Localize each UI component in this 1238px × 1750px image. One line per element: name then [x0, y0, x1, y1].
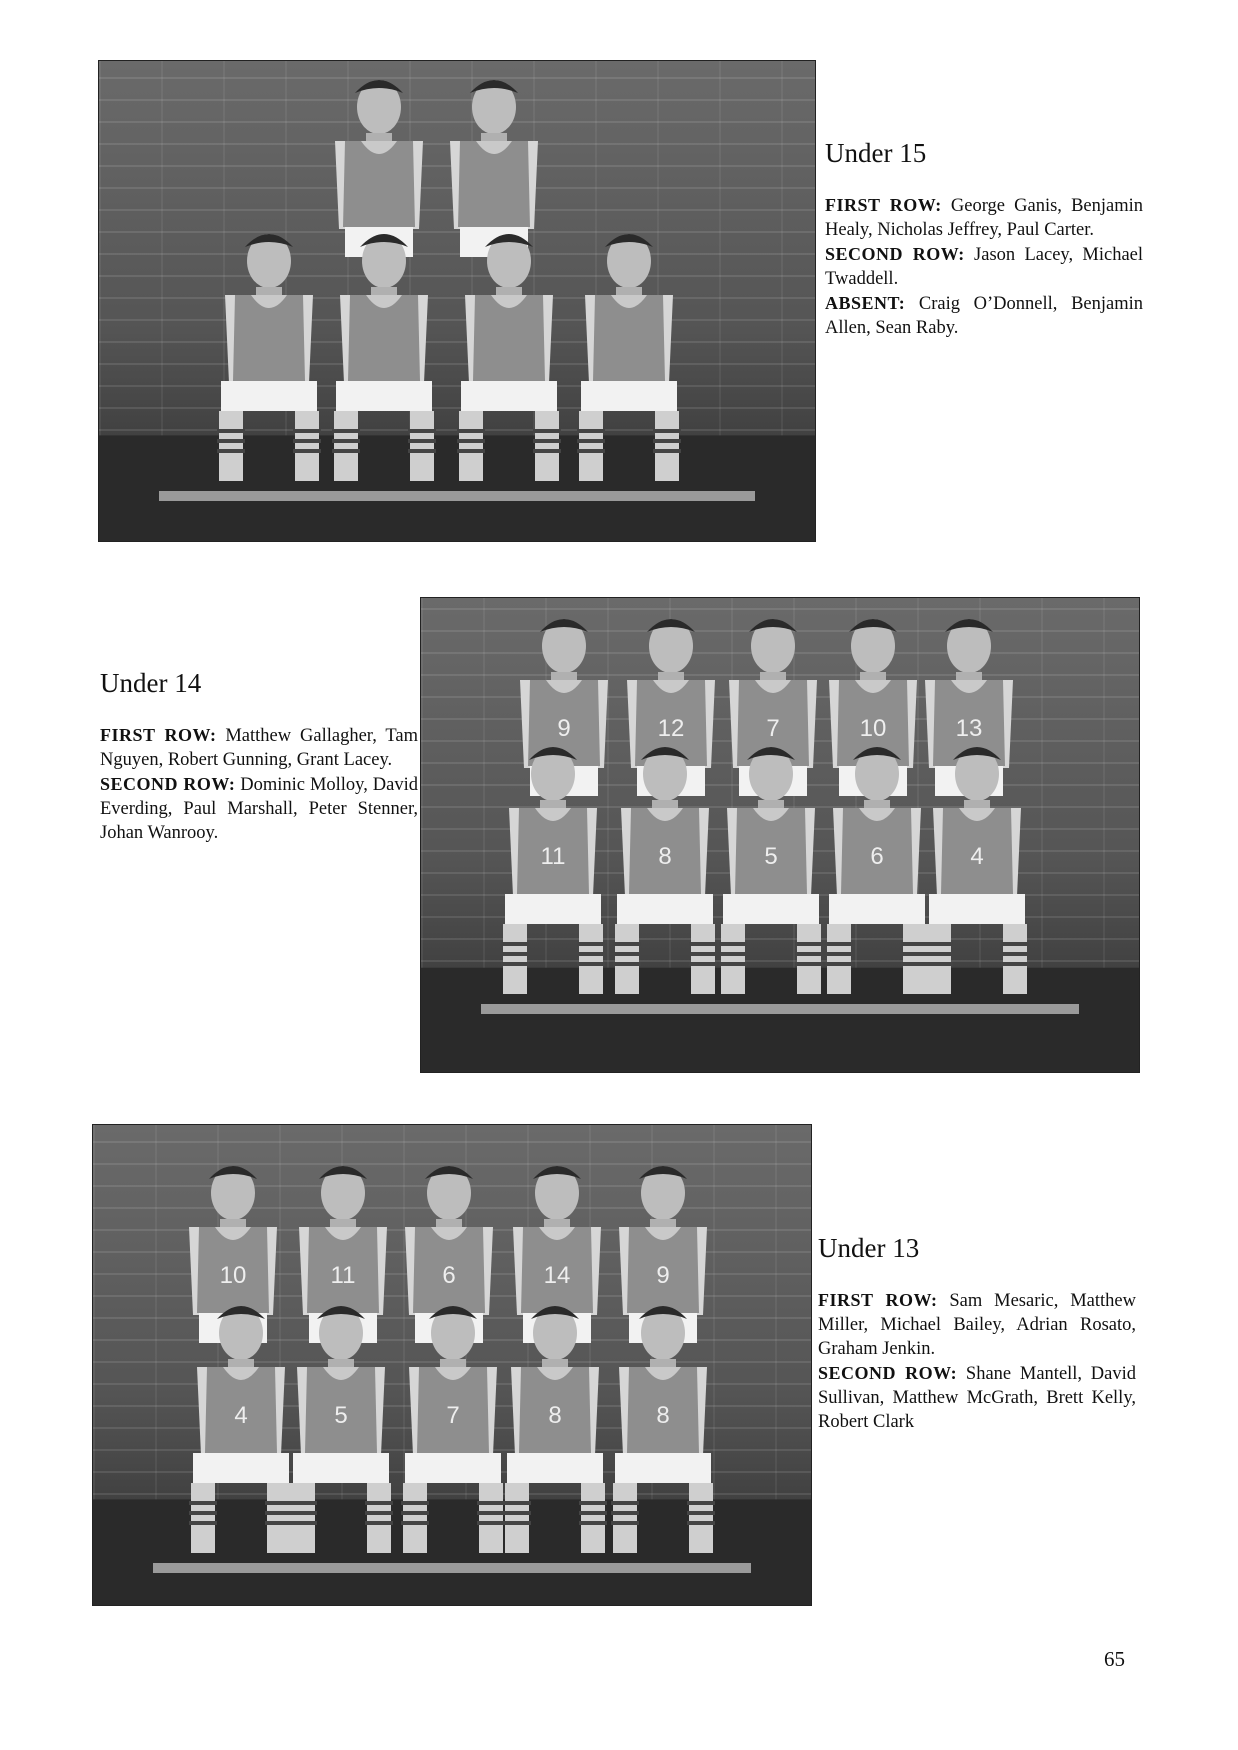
floor	[421, 968, 1139, 1072]
jersey-number: 10	[859, 715, 887, 742]
under13-second-row-label: SECOND ROW:	[818, 1363, 958, 1383]
bench	[153, 1563, 751, 1573]
under14-second-row-label: SECOND ROW:	[100, 774, 236, 794]
under13-players-text	[818, 1288, 1136, 1434]
under15-heading: Under 15	[825, 138, 927, 168]
jersey-number: 14	[543, 1262, 571, 1289]
under14-caption	[100, 668, 418, 845]
jersey-number: 13	[955, 715, 983, 742]
jersey-number: 7	[766, 715, 780, 742]
under14-second-row-names: Dominic Molloy, David Everding, Paul Marshall, Peter Stenner, Johan Wanrooy.	[100, 775, 418, 843]
jersey-number: 9	[656, 1262, 670, 1289]
jersey-number: 11	[330, 1262, 356, 1289]
jersey-number: 10	[219, 1262, 247, 1289]
under15-first-row-label: FIRST ROW:	[825, 195, 942, 215]
under13-players	[93, 1125, 811, 1605]
jersey-number: 5	[334, 1402, 348, 1429]
jersey-number: 8	[658, 843, 672, 870]
under13-first-row-label: FIRST ROW:	[818, 1290, 938, 1310]
under15-absent-label: ABSENT:	[825, 293, 906, 313]
jersey-number: 12	[657, 715, 685, 742]
under15-first-row-names: George Ganis, Benjamin Healy, Nicholas Jeffrey, Paul Carter.	[825, 196, 1143, 240]
jersey-number: 5	[764, 843, 778, 870]
jersey-number: 6	[870, 843, 884, 870]
under14-first-row-label: FIRST ROW:	[100, 725, 217, 745]
jersey-number: 6	[442, 1262, 456, 1289]
under13-first-row-names: Sam Mesaric, Matthew Miller, Michael Bailey, Adrian Rosato, Graham Jenkin.	[818, 1291, 1136, 1359]
back-row-player	[450, 80, 538, 257]
jersey-number: 9	[557, 715, 571, 742]
under15-caption	[825, 138, 1143, 340]
under15-players-text	[825, 193, 1143, 340]
under15-players	[99, 61, 815, 541]
under14-team-photo	[420, 597, 1140, 1073]
bench	[481, 1004, 1079, 1014]
jersey-number: 8	[548, 1402, 562, 1429]
under15-team-photo	[98, 60, 816, 542]
under15-second-row-label: SECOND ROW:	[825, 244, 965, 264]
under14-heading: Under 14	[100, 668, 202, 698]
under14-players	[421, 598, 1139, 1072]
page-number: 65	[1104, 1647, 1125, 1671]
jersey-number: 4	[970, 843, 984, 870]
under14-players-text	[100, 723, 418, 845]
jersey-number: 11	[540, 843, 566, 870]
under15-absent-names: Craig O’Donnell, Benjamin Allen, Sean Raby.	[825, 294, 1144, 338]
front-row-player	[719, 747, 823, 994]
back-row-player	[335, 80, 423, 257]
under13-heading: Under 13	[818, 1233, 920, 1263]
jersey-number: 7	[446, 1402, 460, 1429]
bench	[159, 491, 755, 501]
jersey-number: 4	[234, 1402, 248, 1429]
under13-team-photo	[92, 1124, 812, 1606]
under13-caption	[818, 1233, 1136, 1434]
under15-second-row-names: Jason Lacey, Michael Twaddell.	[825, 245, 1144, 289]
under14-first-row-names: Matthew Gallagher, Tam Nguyen, Robert Gunning, Grant Lacey.	[100, 726, 418, 770]
under13-second-row-names: Shane Mantell, David Sullivan, Matthew McGrath, Brett Kelly, Robert Clark	[818, 1364, 1137, 1432]
jersey-number: 8	[656, 1402, 670, 1429]
